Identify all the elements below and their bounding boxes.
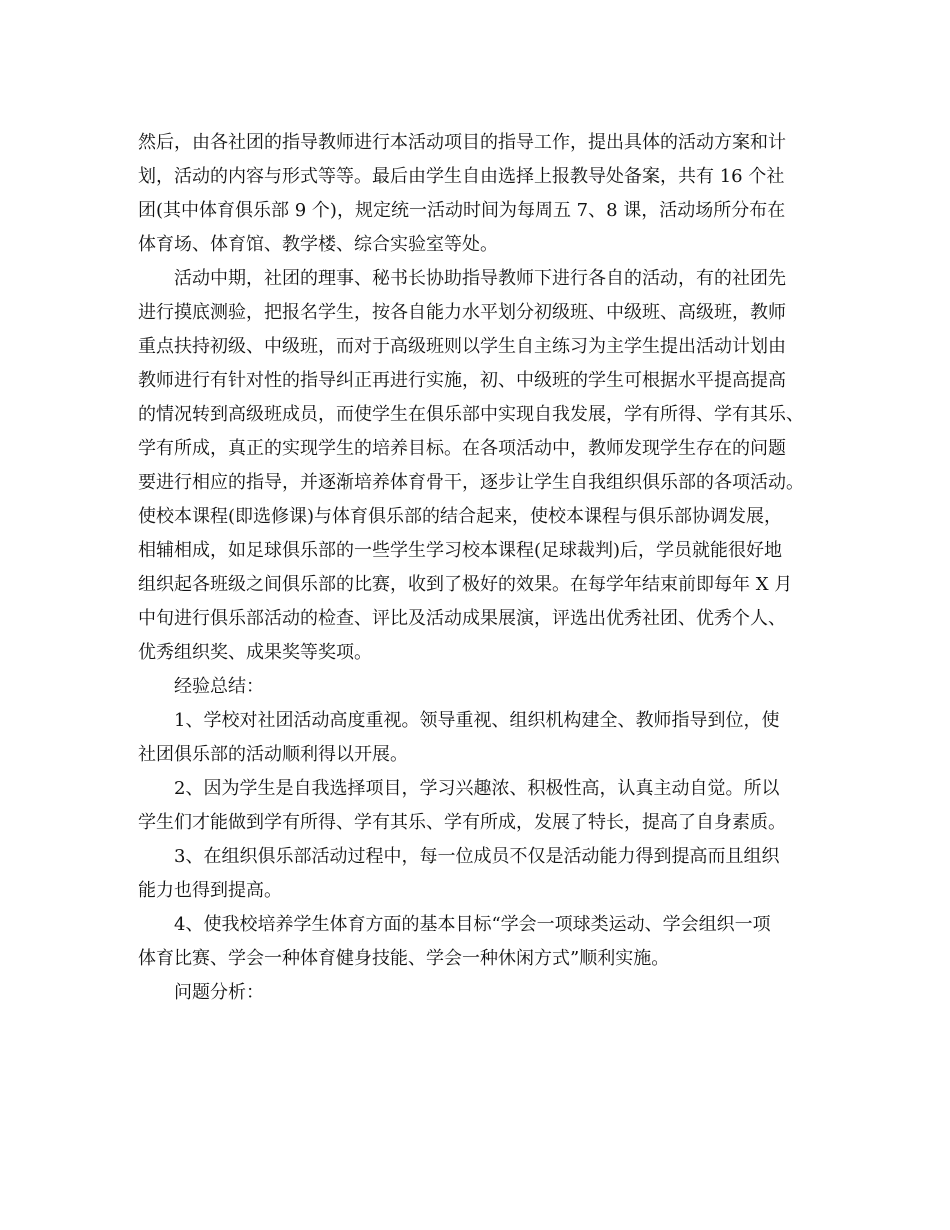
text-line: 3、在组织俱乐部活动过程中，每一位成员不仅是活动能力得到提高而且组织	[174, 846, 780, 867]
text-line: 的情况转到高级班成员，而使学生在俱乐部中实现自我发展，学有所得、学有其乐、	[138, 404, 804, 425]
text-line: 教师进行有针对性的指导纠正再进行实施，初、中级班的学生可根据水平提高提高	[138, 370, 786, 391]
text-line: 学有所成，真正的实现学生的培养目标。在各项活动中，教师发现学生存在的问题	[138, 438, 786, 459]
text-line: 经验总结：	[174, 676, 264, 697]
text-line: 相辅相成，如足球俱乐部的一些学生学习校本课程(足球裁判)后，学员就能很好地	[138, 540, 783, 561]
text-line: 进行摸底测验，把报名学生，按各自能力水平划分初级班、中级班、高级班，教师	[138, 302, 786, 323]
text-line: 组织起各班级之间俱乐部的比赛，收到了极好的效果。在每学年结束前即每年 X 月	[138, 574, 793, 595]
text-line: 社团俱乐部的活动顺利得以开展。	[138, 744, 408, 765]
text-line: 优秀组织奖、成果奖等奖项。	[138, 642, 372, 663]
text-line: 学生们才能做到学有所得、学有其乐、学有所成，发展了特长，提高了自身素质。	[138, 812, 786, 833]
text-line: 2、因为学生是自我选择项目，学习兴趣浓、积极性高，认真主动自觉。所以	[174, 778, 780, 799]
text-line: 问题分析：	[174, 982, 264, 1003]
text-line: 能力也得到提高。	[138, 880, 282, 901]
text-line: 活动中期，社团的理事、秘书长协助指导教师下进行各自的活动，有的社团先	[174, 268, 786, 289]
document-body	[138, 126, 828, 1010]
text-line: 体育场、体育馆、教学楼、综合实验室等处。	[138, 234, 498, 255]
text-line: 要进行相应的指导，并逐渐培养体育骨干，逐步让学生自我组织俱乐部的各项活动。	[138, 472, 804, 493]
text-line: 重点扶持初级、中级班，而对于高级班则以学生自主练习为主学生提出活动计划由	[138, 336, 786, 357]
text-line: 使校本课程(即选修课)与体育俱乐部的结合起来，使校本课程与俱乐部协调发展，	[138, 506, 783, 527]
text-line: 体育比赛、学会一种体育健身技能、学会一种休闲方式”顺利实施。	[138, 948, 670, 969]
text-line: 然后，由各社团的指导教师进行本活动项目的指导工作，提出具体的活动方案和计	[138, 132, 786, 153]
text-line: 1、学校对社团活动高度重视。领导重视、组织机构建全、教师指导到位，使	[174, 710, 780, 731]
text-line: 中旬进行俱乐部活动的检查、评比及活动成果展演，评选出优秀社团、优秀个人、	[138, 608, 786, 629]
text-line: 4、使我校培养学生体育方面的基本目标“学会一项球类运动、学会组织一项	[174, 914, 771, 935]
text-line: 团(其中体育俱乐部 9 个)，规定统一活动时间为每周五 7、8 课，活动场所分布在	[138, 200, 786, 221]
text-line: 划，活动的内容与形式等等。最后由学生自由选择上报教导处备案，共有 16 个社	[138, 166, 785, 187]
